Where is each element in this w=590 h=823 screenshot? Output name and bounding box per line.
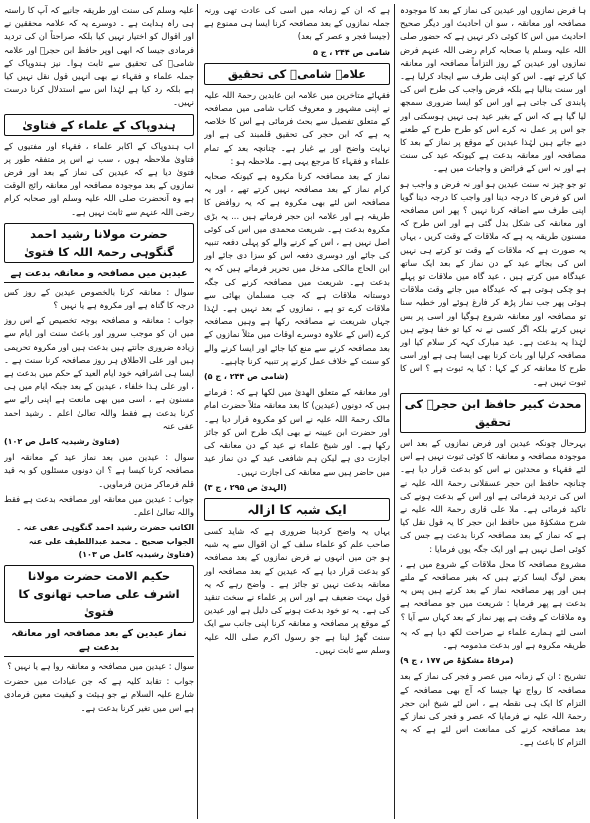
paragraph: سوال : عیدین میں مصافحہ و معانقہ روا ہے یا نہیں ؟ bbox=[7, 660, 194, 671]
paragraph: علیہ وسلم کی سنت اور طریقہ جانیے کہ آپ کا راستہ ہی راہ ہدایت ہے ۔ دوسرے یہ کہ علامہ محققین نے اور اقوال کو اختیار نہیں کیا بلکہ صراحتاً ان کی تردید فرمادی جیسا کہ ابھی اوپر حافظ ابن حجرؒ اور علامہ شامیؒ کی تحقیق سے ثابت ہوا۔ نیز ہندوپاک کے جملہ علماء و فقہاء نے بھی انہیں قول نقل نہیں کیا ہے بلکہ رد کیا ہے لہٰذا اس سے استدلال کرنا درست نہیں۔ bbox=[4, 5, 194, 108]
paragraph: مشروع مصافحہ کا محل ملاقات کے شروع میں ہے ، بعض لوگ ایسا کرتے ہیں کہ بغیر مصافحہ کے ملتے ہیں اور پھر مصافحہ نماز کے بعد کرتے ہیں پس یہ بدعت ہے پھر فرمایا : شریعت میں جو مصافحہ ہے وہ ملاقات کے وقت ہے پھر نماز کے بعد کہاں سے آیا ؟ bbox=[400, 558, 586, 622]
column-divider bbox=[394, 4, 395, 819]
paragraph: تو جو چیز نہ سنت عیدین ہو اور نہ فرض و واجب ہو اس کو فرض کا درجہ دینا اور واجب کا درجہ دینا گویا اپنی طرف سے اضافہ کرنا نہیں ؟ پھر اس مصافحہ اور معانقہ کی شکل بدل گئی ہے اور اس طرح کہ مسنون طریقہ یہ ہے کہ ملاقات کے وقت کریں ، یہاں یہ صورت ہے کہ ملاقات کے وقت تو کرتے ہی نہیں اس کی بجائے عید کے دن نماز کے بعد ایک ساتھ عیدگاہ میں کرتے ہیں ، عید گاہ میں ملاقات تو پہلے ہو چکی ہوتی ہے کہ عیدگاہ میں جاتے وقت ملاقات ہوئی پھر جب نماز پڑھ کر فارغ ہوئے اور خطبہ سنا تو مصافحہ اور معانقہ شروع ہوگیا اور اسی پر بس نہیں کرتے بلکہ اگر کسی نے نہ کیا تو خفا ہوتے ہیں لہٰذا یہ بدعت ہے۔ عید مبارک کہہ کر سلام کیا اور مصافحہ کرلیا اور بات کرنا بھی ایسا ہی ہے اور اسی طرح کا معانقہ کر کے کہا : کیا یہ ثبوت ہے ؟ اس کا ثبوت نہیں ہے۔ bbox=[400, 178, 586, 387]
section-heading: محدث کبیر حافظ ابن حجرؒ کی تحقیق bbox=[400, 393, 586, 433]
paragraph: بہرحال چونکہ عیدین اور فرض نمازوں کے بعد اس موجودہ مصافحہ و معانقہ کا کوئی ثبوت نہیں ہے اس لئے فقہاء و محدثین نے اس کو بدعت قرار دیا ہے۔ چنانچہ حافظ ابن حجر عسقلانی رحمۃ اللہ علیہ نے اس کی تردید فرمائی ہے اور اس کے بدعت ہونے کی تاکید فرمائی ہے۔ ملا علی قاری رحمۃ اللہ علیہ نے شرح مشکوٰۃ میں حافظ ابن حجر کا یہ قول نقل کیا ہے کہ نماز کے بعد مصافحہ کرنا بدعت ہے جس کی کوئی اصل نہیں ہے اور ایک جگہ یوں فرمایا : bbox=[400, 437, 586, 554]
paragraph: جواب : عیدین میں معانقہ اور مصافحہ بدعت ہے فقط واللہ تعالیٰ اعلم۔ bbox=[4, 493, 194, 518]
paragraph: ہا فرض نمازوں اور عیدین کی نماز کے بعد کا موجودہ مصافحہ اور معانقہ ، سو ان احادیث اور دیگر صحیح احادیث میں اس کا کوئی ذکر نہیں ہے کہ حضور صلی اللہ علیہ وسلم یا صحابہ کرام رضی اللہ عنہم فرض نمازوں اور عیدین کے روز التزاماً مصافحہ اور معانقہ کیا کرتے تھے۔ اس کو اپنی طرف سے ایجاد کرلیا ہے۔ اور سنت بنالیا ہے بلکہ فرض واجب کی طرح اس کی پابندی کی جاتی ہے اور اس کو ایسا ضروری سمجھ لیا گیا ہے کہ اس کے بغیر عید ہی نہیں ہوسکتی اور جو اس پر عمل نہ کرے اس کو طرح طرح کے طعنے دیے جاتے ہیں لہٰذا عیدین کے موقع پر نماز کے بعد کا مصافحہ اور معانقہ بدعت ہے کیونکہ عید کی سنت ہے اور نہ اس کے فرائض و واجبات میں ہے۔ bbox=[400, 5, 586, 174]
paragraph: یہاں یہ واضح کردینا ضروری ہے کہ شاید کسی صاحب علم کو علماء سلف کے ان اقوال سے یہ شبہ ہو جن میں انہوں نے فرض نمازوں کے بعد مصافحہ کو بدعت قرار دیا ہے کہ عیدین کے بعد مصافحہ اور معانقہ بدعت نہیں تو جائز ہے ۔ واضح رہے کہ یہ قول بہت ضعیف ہے اور اس پر علماء نے سخت تنقید کی ہے۔ یہ تو خود بدعت ہونے کی دلیل ہے اور عیدین کے موقع پر مصافحہ و معانقہ کرنا اپنی جانب سے ایک سنت گھڑ لینا ہے جو رسول اکرم صلی اللہ علیہ وسلم سے ثابت نہیں۔ bbox=[204, 525, 390, 655]
paragraph: سوال : معانقہ کرنا بالخصوص عیدین کے روز کس درجہ کا گناہ ہے اور مکروہ ہے یا نہیں ؟ bbox=[4, 286, 194, 311]
column-divider bbox=[197, 4, 198, 819]
paragraph: سوال : عیدین میں بعد نماز عید کے معانقہ اور مصافحہ کرنا کیسا ہے ؟ ان دونوں مسئلوں کو بہ قید قلم فرماکر مزین فرماویں۔ bbox=[4, 452, 194, 489]
sub-heading: عیدین میں مصافحہ و معانقہ بدعت ہے bbox=[4, 267, 194, 283]
reference: (الہدیٰ ص ۲۹۵ ، ج ۳) bbox=[204, 482, 287, 492]
reference: (شامی ص ۲۴۴ ، ج ۵) bbox=[204, 372, 289, 382]
reference: (مرقاۃ مشکوٰۃ ص ۱۷۷ ، ج ۹) bbox=[400, 656, 514, 666]
paragraph: جواب : تقابد کلیہ ہے کہ جن عبادات میں حضرت شارع علیہ السلام نے جو ہیئت و کیفیت معین فرمادی ہے اس میں تغیر کرنا بدعت ہے۔ bbox=[4, 676, 194, 713]
reference: (فتاویٰ رشیدیہ کامل ص ۱۰۲) bbox=[4, 437, 120, 447]
paragraph: اور معانقہ کے متعلق الھدیٰ میں لکھا ہے کہ : فرماتے ہیں کہ دونوں (عیدین) کا بعد معانقہ مثلاً حضرت امام مالک رحمۃ اللہ علیہ نے اس کو مکروہ قرار دیا ہے۔ اور حضرت ابن عیینہ نے بھی ایک طرح اس کو جائز رکھا ہے۔ اور شیخ علماء نے عید کے دن معانقہ کی اجازت دی ہے لیکن ہم شافعی عید کے دن نماز عید میں حاضر ہیں سے معانقہ کی اجازت نہیں۔ bbox=[204, 387, 390, 477]
paragraph: تشریح : ان کے زمانہ میں عصر و فجر کی نماز کے بعد مصافحہ کا رواج تھا جیسا کہ آج بھی مصافحہ کے التزام کا ایک ہی نقطہ ہے ، اس لئے شیخ ابن حجر رحمۃ اللہ علیہ نے فرمایا کہ عصر و فجر کی نماز کے بعد مصافحہ کرنے کی ممانعت اس لئے ہے کہ یہ التزام کا باعث ہے۔ bbox=[400, 671, 586, 748]
paragraph: ہے کہ ان کے زمانہ میں اسی کی عادت تھی ورنہ جملہ نمازوں کے بعد مصافحہ کرنا ایسا ہی ممنوع ہے (جیسا فجر و عصر کے بعد) bbox=[204, 5, 390, 42]
section-heading: ایک شبہ کا ازالہ bbox=[204, 498, 390, 521]
section-heading: ہندوپاک کے علماء کے فتاویٰ bbox=[4, 114, 194, 136]
section-heading: حضرت مولانا رشید احمد گنگوہی رحمۃ اللہ کا فتویٰ bbox=[4, 223, 194, 263]
paragraph: اسی لئے ہمارے علماء نے صراحت لکھ دیا ہے کہ یہ طریقہ مکروہ ہے اور بدعت مذمومہ ہے۔ bbox=[400, 626, 586, 650]
paragraph: جواب : معانقہ و مصافحہ بوجہ تخصیص کے اس روز میں ان کو موجب سرور اور باعث سنت اور ایام سے زیادہ ضروری جانتے ہیں بدعت ہیں اور مکروہ تحریمی ہیں اور علی الاطلاق ہر روز مصافحہ کرنا سنت ہے ۔ ایسا ہی اشرافیہ خود ایام العید کے حکم میں بدعت ہے ، اور علی ہذا خلفاء ، عیدین کے بعد جبکہ ایام میں ہی مسنون ہے ، اسی میں بھی مانعت ہے اپنی رائے سے کرنا بدعت ہے فقط واللہ تعالیٰ اعلم ۔ رشید احمد عفی عنہ bbox=[4, 315, 194, 431]
column-right bbox=[400, 4, 586, 819]
section-heading: حکیم الامت حضرت مولانا اشرف علی صاحب تھانوی کا فتویٰ bbox=[4, 565, 194, 623]
column-left bbox=[4, 4, 194, 819]
paragraph: نماز کے بعد مصافحہ کرنا مکروہ ہے کیونکہ صحابہ کرام نماز کے بعد مصافحہ نہیں کرتے تھے ، اور یہ مصافحہ اس لئے بھی مکروہ ہے کہ یہ روافض کا طریقہ ہے اور علامہ ابن حجر فرماتے ہیں ... یہ بڑی مکروہ بدعت ہے۔ شریعت محمدی میں اس کی کوئی اصل نہیں ہے ، اس کے کرنے والے کو پہلی دفعہ تنبیہ کی جائے اور دوسری دفعہ اس کو سزا دی جائے اور ابن الحاج مالکی مدخل میں تحریر فرماتے ہیں کہ یہ بدعت ہے۔ شریعت میں مصافحہ کرنے کی جگہ دوستانہ ملاقات ہے کہ جب مسلمان بھائی سے ملاقات کرے تو ہے ، نمازوں کے بعد نہیں ہے۔ لہٰذا جہاں شریعت نے مصافحہ رکھا ہے وہیں مصافحہ کرے (اس کے علاوہ دوسرے اوقات میں مثلاً نمازوں کے بعد مصافحہ کرنے سے منع کیا جائے اور ایسا کرنے والے کو سنت کے خلاف عمل کرنے پر تنبیہ کرنا چاہیے۔ bbox=[204, 171, 390, 366]
reference: شامی ص ۲۴۴ ، ج ۵ bbox=[313, 47, 390, 57]
reference: الکاتب حضرت رشید احمد گنگوہی عفی عنہ ۔ الجواب صحیح ۔ محمد عبداللطیف علی عنہ (فتاویٰ رشیدیہ کامل ص ۱۰۳) bbox=[16, 523, 194, 559]
paragraph: فقہائے متاخرین میں علامہ ابن عابدین رحمۃ اللہ علیہ نے اپنی مشہور و معروف کتاب شامی میں مصافحہ کے متعلق تفصیل سے بحث فرمائی ہے اس کا خلاصہ یہ ہے کہ ابن حجر کی تحقیق قلمبند کی ہے اور نہایت واضح اور بے غبار ہے۔ چنانچہ بعد کے تمام علماء و فقہاء کا مرجع یہی ہے۔ ملاحظہ ہو : bbox=[204, 89, 390, 166]
section-heading: علامہ شامیؒ کی تحقیق bbox=[204, 63, 390, 85]
sub-heading: نماز عیدین کے بعد مصافحہ اور معانقہ بدعت ہے bbox=[4, 627, 194, 657]
column-middle bbox=[204, 4, 390, 819]
paragraph: اب ہندوپاک کے اکابر علماء ، فقہاء اور مفتیوں کے فتاویٰ ملاحظہ ہوں ، سب نے اس پر متفقہ طور پر فتویٰ دیا ہے کہ عیدین کی نماز کے بعد اور فرض نمازوں کے بعد موجودہ مصافحہ اور معانقہ رائج الوقت ہے وہ آنحضرت صلی اللہ علیہ وسلم اور صحابہ کرام رضی اللہ عنہم سے ثابت نہیں ہے۔ bbox=[4, 140, 194, 217]
